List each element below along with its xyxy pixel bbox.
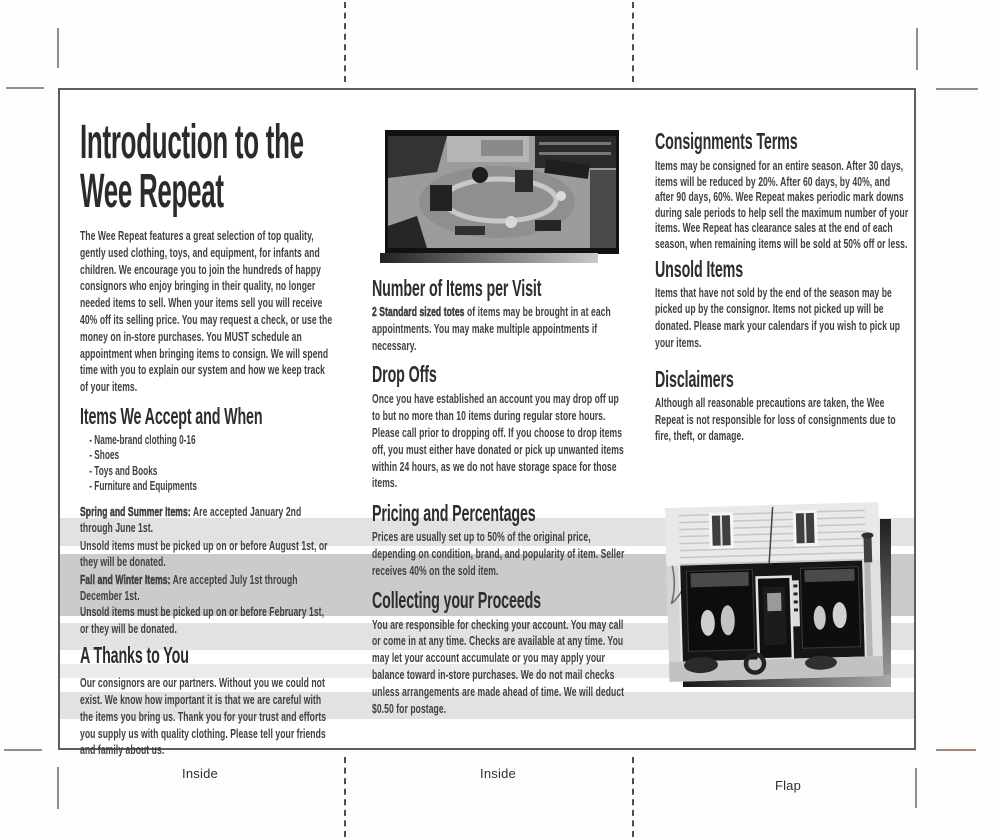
toys-photo-shadow — [380, 253, 598, 263]
list-item: - Name-brand clothing 0-16 — [89, 432, 196, 447]
unsold-items-paragraph: Items that have not sold by the end of the season may be picked up by the consignor. Items not picked up will be donated. Please mark your calendars if you wish to pick up your items. — [655, 284, 901, 350]
heading-thanks: A Thanks to You — [80, 642, 189, 669]
pricing-paragraph: Prices are usually set up to 50% of the original price, depending on condition, brand, and popularity of item. Seller receives 40% on the sold item. — [372, 529, 625, 578]
accept-list — [80, 433, 350, 495]
brochure-sheet — [58, 88, 916, 758]
storefront-photo-frame — [665, 502, 884, 682]
crop-mark-top-left-v — [57, 28, 59, 68]
toy-train-play-table-photo — [385, 130, 619, 254]
fall-winter-lead: Fall and Winter Items: — [80, 571, 171, 587]
crop-mark-bottom-left-v — [57, 767, 59, 809]
list-item: - Toys and Books — [89, 463, 158, 478]
panel-left-inside — [80, 118, 350, 759]
spring-summer-paragraph — [80, 504, 333, 537]
thanks-paragraph: Our consignors are our partners. Without you we could not exist. We know how important it is that we are careful with the items you bring us. Thank you for your trust and efforts you supply us with quality clothing. Please tell your friends and family about us. — [80, 675, 327, 758]
fall-winter-paragraph — [80, 572, 333, 605]
heading-consignment-terms: Consignments Terms — [655, 128, 798, 154]
items-per-visit-paragraph — [372, 304, 625, 354]
panel-label-inside-1: Inside — [182, 766, 218, 781]
page-title-line2: Wee Repeat — [80, 165, 224, 218]
items-per-visit-lead: 2 Standard sized totes — [372, 304, 465, 319]
fold-line-bottom-2 — [632, 757, 634, 837]
panel-label-flap: Flap — [774, 778, 802, 793]
heading-items-we-accept: Items We Accept and When — [80, 402, 263, 429]
spring-unsold-note: Unsold items must be picked up on or before August 1st, or they will be donated. — [80, 537, 328, 570]
list-item: - Shoes — [89, 448, 120, 463]
consignment-terms-paragraph: Items may be consigned for an entire season. After 30 days, items will be reduced by 20%. After 60 days, by 40%, and after 90 days, 60%. Wee Repeat makes periodic mark downs during sale periods to help sell the maximum number of your items. Wee Repeat has clearance sales at the end of each season, when remaining items will be sold at 50% off or less. — [655, 158, 909, 251]
heading-items-per-visit: Number of Items per Visit — [372, 275, 542, 301]
fall-unsold-note: Unsold items must be picked up on or before February 1st, or they will be donated. — [80, 604, 325, 636]
crop-mark-top-right-h — [936, 88, 978, 90]
list-item: - Furniture and Equipments — [89, 479, 197, 494]
panel-flap — [655, 127, 919, 445]
heading-pricing: Pricing and Percentages — [372, 500, 536, 527]
page-title-line1: Introduction to the — [80, 116, 304, 169]
fold-line-top-1 — [344, 2, 346, 82]
crop-mark-bottom-right-v — [915, 768, 917, 808]
heading-unsold-items: Unsold Items — [655, 255, 744, 282]
panel-label-inside-2: Inside — [480, 766, 516, 781]
drop-offs-paragraph: Once you have established an account you may drop off up to but no more than 10 items during regular store hours. Please call prior to dropping off. If you choose to drop items off, you must either have donated or pick up unwanted items within 24 hours, as we do not have storage space for those items. — [372, 391, 624, 491]
storefront-photo — [667, 505, 893, 693]
heading-proceeds: Collecting your Proceeds — [372, 586, 541, 613]
spring-summer-lead: Spring and Summer Items: — [80, 503, 191, 519]
spring-summer-rest: Are accepted January 2nd through June 1st. — [80, 503, 302, 536]
heading-drop-offs: Drop Offs — [372, 361, 437, 388]
fold-line-bottom-1 — [344, 757, 346, 837]
crop-mark-bottom-left-h — [4, 749, 42, 751]
disclaimers-paragraph: Although all reasonable precautions are taken, the Wee Repeat is not responsible for loss of consignments due to fire, theft, or damage. — [655, 394, 896, 444]
items-per-visit-rest: of items may be brought in at each appointments. You may make multiple appointments if necessary. — [372, 304, 611, 353]
wee-repeat-storefront-photo — [665, 502, 884, 682]
crop-mark-bottom-right-h — [936, 749, 976, 751]
fold-line-top-2 — [632, 2, 634, 82]
fall-winter-rest: Are accepted July 1st through December 1st. — [80, 571, 298, 603]
crop-mark-top-left-h — [6, 87, 44, 89]
heading-disclaimers: Disclaimers — [655, 365, 734, 392]
crop-mark-top-right-v — [916, 28, 918, 70]
intro-paragraph: The Wee Repeat features a great selection of top quality, gently used clothing, toys, and equipment, for infants and children. We encourage you to join the hundreds of happy consignors who enjoy bringing in their quality, no longer needed items to sell. When your items sell you will receive 40% off its selling price. You may request a check, or use the money on in-store purchases. You MUST schedule an appointment when bringing items to consign. We will spend time with you to explain our system and how we keep track of your items. — [80, 228, 333, 395]
toys-display-photo — [385, 130, 619, 254]
proceeds-paragraph: You are responsible for checking your account. You may call or come in at any time. Checks are available at any time. You may let your account accumulate or you may apply your balance toward in-store purchases. We do not mail checks unless arrangements are made ahead of time. We will deduct $0.50 for postage. — [372, 616, 625, 716]
